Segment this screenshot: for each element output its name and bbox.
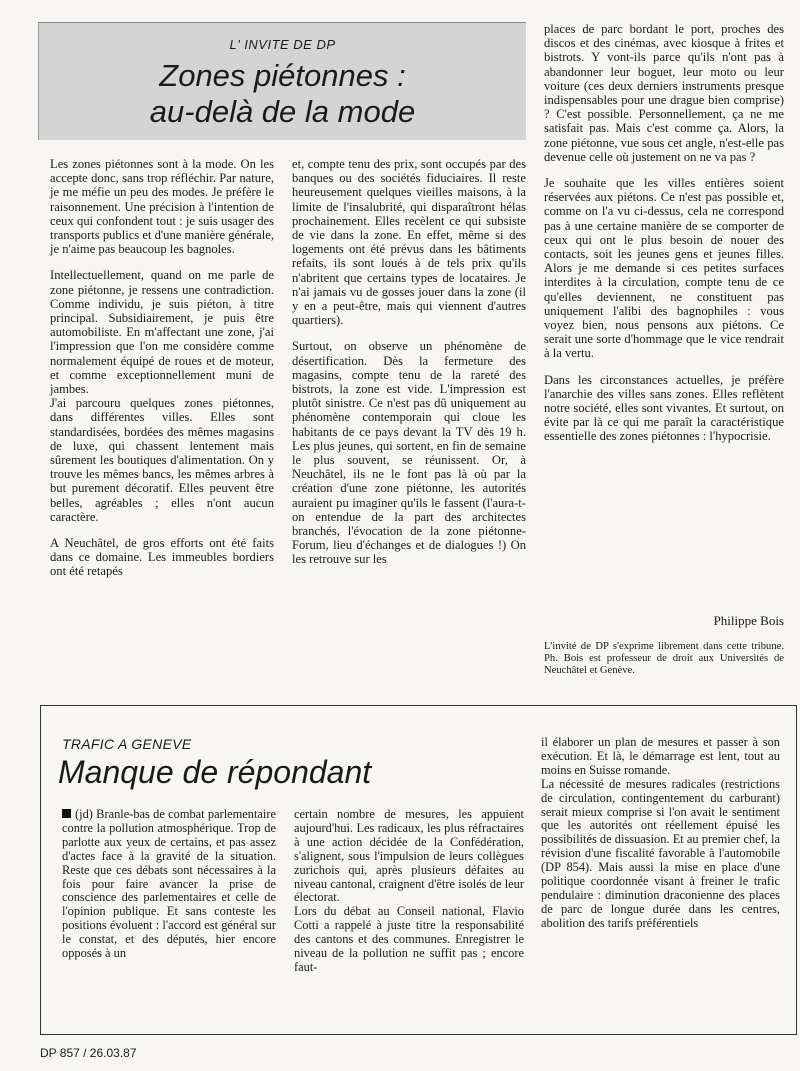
article-title-line2: au-delà de la mode bbox=[149, 94, 416, 129]
article2-column-1 bbox=[62, 808, 276, 973]
paragraph: Surtout, on observe un phénomène de désertification. Dès la fermeture des magasins, compte tenu de la rareté des bistrots, la zone est vide. L'impression est plutôt sinistre. Ce n'est pas dû uniquement au phénomène contemporain qui cloue les habitants de ce pays devant la TV dès 19 h. Les plus jeunes, qui sortent, en fin de semaine le plus souvent, se réunissent. Or, à Neuchâtel, ils ne le font pas là où par la création d'une zone piétonne, les autorités auraient pu imaginer qu'ils le fassent (l'aura-t-on entendue de la part des architectes branchés, l'évocation de la zone piétonne-Forum, lieu d'échanges et de dialogues !) On les retrouve sur les bbox=[292, 339, 526, 567]
article2-column-3 bbox=[541, 736, 780, 943]
paragraph: (jd) Branle-bas de combat parlementaire contre la pollution atmosphérique. Trop de parlotte aux yeux de certains, et pas assez d'actes face à la gravité de la situation. Reste que ces débats sont nécessaires à la fois pour faire avancer la prise de conscience des parlementaires et celle de l'opinion publique. Et sans conteste les positions évoluent : l'accord est général sur le constat, et des députés, hier encore opposés à un bbox=[62, 807, 276, 961]
paragraph: certain nombre de mesures, les appuient aujourd'hui. Les radicaux, les plus réfractaires à une action décidée de la Confédération, s'alignent, sous l'impulsion de leurs collègues zurichois qui, après plusieurs défaites au niveau cantonal, craignent d'être isolés de leur électorat. bbox=[294, 807, 524, 905]
paragraph: Intellectuellement, quand on me parle de zone piétonne, je ressens une contradiction. Comme individu, je suis piéton, à titre principal. Subsidiairement, je puis être automobiliste. En m'affectant une zone, j'ai l'impression que l'on me considère comme normalement équipé de roues et de moteur, et comme exceptionnellement muni de jambes. bbox=[50, 268, 274, 397]
paragraph: Les zones piétonnes sont à la mode. On les accepte donc, sans trop réfléchir. Par nature, je me méfie un peu des modes. Je préfère le raisonnement. Une précision à l'intention de ceux qui confondent tout : je suis usager des transports publics et d'une manière générale, je n'aime pas beaucoup les bagnoles. bbox=[50, 157, 274, 257]
article1-column-2 bbox=[292, 157, 526, 579]
article-kicker: L' INVITE DE DP bbox=[229, 37, 336, 52]
paragraph: J'ai parcouru quelques zones piétonnes, dans différentes villes. Elles sont standardisées, bordées des mêmes magasins de luxe, qui chassent lentement mais sûrement les boutiques d'alimentation. On y trouve les mêmes bancs, les mêmes arbres à but purement décoratif. Elles peuvent être belles, agréables ; elles n'ont aucun caractère. bbox=[50, 396, 274, 524]
article1-column-3 bbox=[544, 22, 784, 456]
article2-column-2 bbox=[294, 808, 524, 987]
article2-kicker: TRAFIC A GENEVE bbox=[62, 736, 192, 752]
paragraph: places de parc bordant le port, proches des discos et des cinémas, avec kiosque à frites et bistrots. Y vont-ils parce qu'ils n'ont pas à abandonner leur boguet, leur moto ou leur voiture (ces deux derniers instruments presque indispensables pour une drague bien comprise) ? C'est possible. Personnellement, ça ne me satisfait pas. Mais c'est comme ça. Alors, la zone piétonne, vue sous cet angle, n'est-elle pas devenue celle où justement on ne va pas ? bbox=[544, 22, 784, 164]
paragraph: A Neuchâtel, de gros efforts ont été faits dans ce domaine. Les immeubles bordiers ont été retapés bbox=[50, 536, 274, 579]
paragraph: et, compte tenu des prix, sont occupés par des banques ou des sociétés fiduciaires. Il reste heureusement quelques vieilles maisons, à la limite de l'insalubrité, qui disparaîtront hélas prochainement. Elles recèlent ce qui subsiste de vie dans la zone. En effet, même si des logements ont été prévus dans les bâtiments refaits, ils sont loués à de tels prix qu'ils n'abritent que certains types de locataires. Je n'ai jamais vu de gosses jouer dans la zone (il y en a peut-être, mais qui viennent d'autres quartiers). bbox=[292, 157, 526, 328]
page-footer: DP 857 / 26.03.87 bbox=[40, 1046, 137, 1060]
author-note: L'invité de DP s'exprime librement dans cette tribune. Ph. Bois est professeur de droit aux Universités de Neuchâtel et Genève. bbox=[544, 641, 784, 676]
paragraph: Lors du débat au Conseil national, Flavio Cotti a rappelé à juste titre la responsabilité des cantons et des communes. Enregistrer le niveau de la pollution ne suffit pas ; encore faut- bbox=[294, 904, 524, 974]
author-signature: Philippe Bois bbox=[713, 613, 784, 628]
article2-title: Manque de répondant bbox=[58, 754, 372, 790]
bullet-square-icon bbox=[62, 809, 71, 818]
paragraph: Je souhaite que les villes entières soient réservées aux piétons. Ce n'est pas possible et, comme on l'a vu ci-dessus, cela ne correspond pas à une certaine manière de se comporter de ceux qui ont le plus besoin de nouer des contacts, soit les jeunes gens et jeunes filles. Alors je me demande si ces petites surfaces interdites à la circulation, compte tenu de ce qu'elles deviennent, ne constituent pas uniquement l'alibi des bagnophiles : vous voyez bien, nous pensons aux piétons. Ce serait une sorte d'hommage que le vice rendrait à la vertu. bbox=[544, 176, 784, 361]
paragraph: Dans les circonstances actuelles, je préfère l'anarchie des villes sans zones. Elles reflètent notre société, elles sont vivantes. Et surtout, on évite par là ce qui me paraît la caractéristique essentielle des zones piétonnes : l'hypocrisie. bbox=[544, 372, 784, 444]
paragraph: il élaborer un plan de mesures et passer à son exécution. Et là, le démarrage est lent, tout au moins en Suisse romande. bbox=[541, 735, 780, 777]
article-title-line1: Zones piétonnes : bbox=[159, 58, 406, 93]
article1-column-1 bbox=[50, 157, 274, 591]
paragraph: La nécessité de mesures radicales (restrictions de circulation, contingentement du carburant) serait mieux comprise si l'on avait le sentiment que les autorités ont réellement épuisé les possibilités de dissuasion. Et au premier chef, la révision d'une fiscalité favorable à l'automobile (DP 854). Mais aussi la mise en place d'une politique coordonnée visant à freiner le trafic pendulaire : diminution draconienne des places de parc de longue durée dans les centres, abolition des tarifs préférentiels bbox=[541, 776, 780, 930]
article-header-box bbox=[38, 22, 526, 140]
